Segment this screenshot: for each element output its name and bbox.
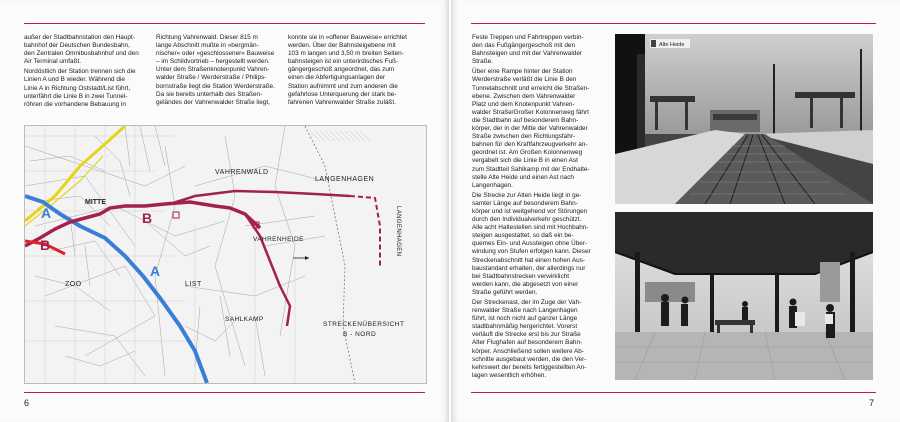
paragraph (472, 34, 591, 66)
text-line: vergabelt sich die Linie B in einen Ast (472, 157, 578, 165)
label-line-b-1: B (40, 237, 51, 253)
text-line: stelle Alte Heide und einen Ast nach (472, 173, 574, 181)
text-line: Der Streckenast, der im Zuge der Vah- (472, 299, 582, 306)
text-line: walder Straße/Großer Kolonnenweg fährt (472, 108, 589, 116)
paragraph (472, 299, 591, 380)
text-line: gefahrlose Unterquerung der stark be- (288, 90, 397, 98)
text-column-1 (24, 34, 139, 111)
text-line: schnitte ausgebaut werden, die den Ver- (472, 355, 587, 363)
street-grid (25, 126, 325, 376)
text-line: Werderstraße verläßt die Linie B den (472, 76, 577, 84)
text-line: bahnen für den Kraftfahrzeugverkehr an- (472, 141, 588, 149)
text-line: Straße geführt werden. (472, 288, 538, 296)
photo-platform-svg (615, 212, 873, 380)
label-sahlkamp: SAHLKAMP (225, 316, 264, 323)
text-line: führt, ist noch nicht auf ganzer Länge (472, 315, 578, 323)
text-line: steigen ausgestattet, so daß ein be- (472, 232, 574, 240)
line-a-route (25, 196, 207, 383)
text-line: Über eine Rampe hinter der Station (472, 68, 573, 76)
top-rule (24, 23, 425, 24)
text-line: Air Terminal umfaßt. (24, 58, 82, 66)
label-zoo: ZOO (65, 281, 82, 288)
text-line: Bahnsteigen und mit der Vahrenwalder (472, 50, 583, 58)
text-line: werden kann, die abgesetzt von einer (472, 280, 579, 288)
paragraph (472, 68, 591, 189)
text-column-2 (156, 34, 275, 109)
direction-arrow-head (305, 256, 309, 260)
text-line: einen die Abfertigungsanlagen der (288, 74, 386, 82)
text-line: körper. Anschließend sollen weitere Ab- (472, 347, 584, 355)
text-line: körper, der in der Mitte der Vahrenwalder (472, 125, 588, 133)
label-overview-subtitle: B - NORD (343, 331, 377, 338)
text-line: Nordöstlich der Station trennen sich die (24, 68, 136, 76)
text-line: Langenhagen. (472, 181, 513, 189)
text-line: Straße. (472, 58, 493, 66)
text-line: quemes Ein- und Aussteigen ohne Über- (472, 240, 588, 248)
text-line: geländes der Vahrenwalder Straße liegt, (156, 98, 270, 106)
station-sign-text: Alte Heide (659, 42, 685, 48)
text-line: Feste Treppen und Fahrtreppen verbin- (472, 34, 584, 41)
street-grid-fine (25, 126, 295, 383)
text-line: Richtung Vahrenwald. Dieser 815 m (156, 34, 258, 41)
text-column-3 (288, 34, 407, 109)
text-line: 103 m langen und 3,50 m breiten Seiten- (288, 50, 404, 58)
line-b-planned-extension (350, 196, 380, 266)
page-number-left: 6 (24, 398, 30, 408)
text-line: Die Strecke zur Alten Heide liegt in ge- (472, 191, 582, 199)
left-page (0, 0, 449, 422)
photo-covered-platform (615, 212, 873, 380)
text-line: – im Schildvortrieb – hergestellt werden. (156, 58, 270, 66)
label-line-a-2: A (150, 263, 161, 279)
paragraph (472, 192, 591, 297)
top-rule (471, 23, 876, 24)
text-line: den das Fußgängergeschoß mit den (472, 42, 576, 50)
right-page (451, 0, 900, 422)
text-line: Linien A und B wieder. Während die (24, 76, 125, 84)
text-line: Platz und dem Knotenpunkt Vahren- (472, 100, 575, 108)
text-line: bahnhof der Deutschen Bundesbahn, (24, 42, 130, 50)
label-vahrenheide: VAHRENHEIDE (253, 236, 304, 243)
label-vahrenwald: VAHRENWALD (215, 169, 269, 176)
label-mitte: MITTE (85, 199, 106, 206)
text-line: renwalder Straße nach Langenhagen (472, 307, 578, 315)
label-list: LIST (185, 281, 202, 288)
text-line: die Stadtbahn auf besonderem Bahn- (472, 116, 579, 124)
line-b-sahlkamp-branch (245, 214, 290, 326)
text-line: Station aufnimmt und zum anderen die (288, 82, 398, 90)
text-line: unterfährt die Linie B in zwei Tunnel- (24, 92, 128, 100)
text-line: fahrenen Vahrenwalder Straße zuläßt. (288, 98, 396, 106)
label-langenhagen-side: LANGENHAGEN (395, 206, 401, 257)
label-langenhagen: LANGENHAGEN (315, 176, 375, 183)
text-line: Straße zwischen den Richtungsfahr- (472, 133, 576, 141)
text-line: außer der Stadtbahnstation den Haupt- (24, 34, 135, 41)
text-line: Alter Flughafen auf besonderem Bahn- (472, 339, 583, 347)
text-line: durch den Individualverkehr geschützt. (472, 216, 582, 224)
text-line: geordnet ist. Am Großen Kolonnenweg (472, 149, 583, 157)
text-line: Linie A in Richtung Oststadt/List führt, (24, 84, 131, 92)
text-line: werden. Über der Bahnsteigebene mit (288, 42, 396, 50)
text-line: samter Länge auf besonderem Bahn- (472, 199, 578, 207)
text-line: Unter dem Straßenknotenpunkt Vahren- (156, 66, 270, 74)
route-map (24, 125, 427, 384)
text-line: gängergeschoß angeordnet, das zum (288, 66, 395, 74)
text-column-right (472, 34, 591, 382)
route-map-svg (25, 126, 426, 383)
text-line: nischer« oder »geschlossener« Bauweise (156, 50, 275, 58)
text-line: Streckenabschnitt hat einen hohen Aus- (472, 256, 585, 264)
text-line: Alle acht Haltestellen sind mit Hochbahn- (472, 224, 589, 232)
text-line: stadtbahnmäßig hergerichtet. Vorerst (472, 323, 578, 331)
text-line: bahnsteigen ist ein unterirdisches Fuß- (288, 58, 399, 66)
text-line: bei Stadtbahnstrecken verwirklicht (472, 272, 569, 280)
text-line: Da sie bereits unterhalb des Straßen- (156, 90, 263, 98)
label-overview-title: STRECKENÜBERSICHT (323, 321, 405, 328)
text-line: zum Stadtteil Sahlkamp mit der Endhalte- (472, 165, 590, 173)
boundary-line (305, 126, 355, 383)
label-line-a-1: A (41, 205, 52, 221)
text-line: den Zentralen Omnibusbahnhof und den (24, 50, 139, 58)
station-marker (173, 212, 179, 218)
label-line-b-2: B (142, 210, 153, 226)
text-line: verläuft die Strecke erst bis zur Straße (472, 331, 581, 339)
paragraph (288, 34, 407, 107)
text-line: lange Abschnitt mußte in »bergmän- (156, 42, 259, 50)
text-line: Tunnelabschnitt und erreicht die Straßen- (472, 84, 590, 92)
text-line: röhren die vorhandene Bebauung in (24, 100, 126, 108)
paragraph (24, 68, 139, 108)
photo-station-platform (615, 34, 873, 204)
bottom-rule (24, 392, 425, 393)
text-line: bornstraße liegt die Station Werderstraße. (156, 82, 275, 90)
text-line: körper und ist weitgehend vor Störungen (472, 207, 588, 215)
forest-hatching (310, 131, 370, 141)
text-line: walder Straße / Werderstraße / Philips- (156, 74, 267, 82)
photo-station-svg (615, 34, 873, 204)
paragraph (24, 34, 139, 66)
text-line: baustandard erhalten, der allerdings nur (472, 264, 586, 272)
text-line: windung von Stufen erfolgen kann. Dieser (472, 248, 591, 256)
text-line: ebene. Zwischen dem Vahrenwalder (472, 92, 576, 100)
text-line: kehrswert der bereits fertiggestellten An- (472, 363, 587, 371)
bottom-rule (471, 392, 876, 393)
page-number-right: 7 (869, 398, 875, 408)
text-line: konnte sie in »offener Bauweise« errichtet (288, 34, 407, 41)
paragraph (156, 34, 275, 107)
text-line: lagen wesentlich erhöhen. (472, 371, 547, 379)
